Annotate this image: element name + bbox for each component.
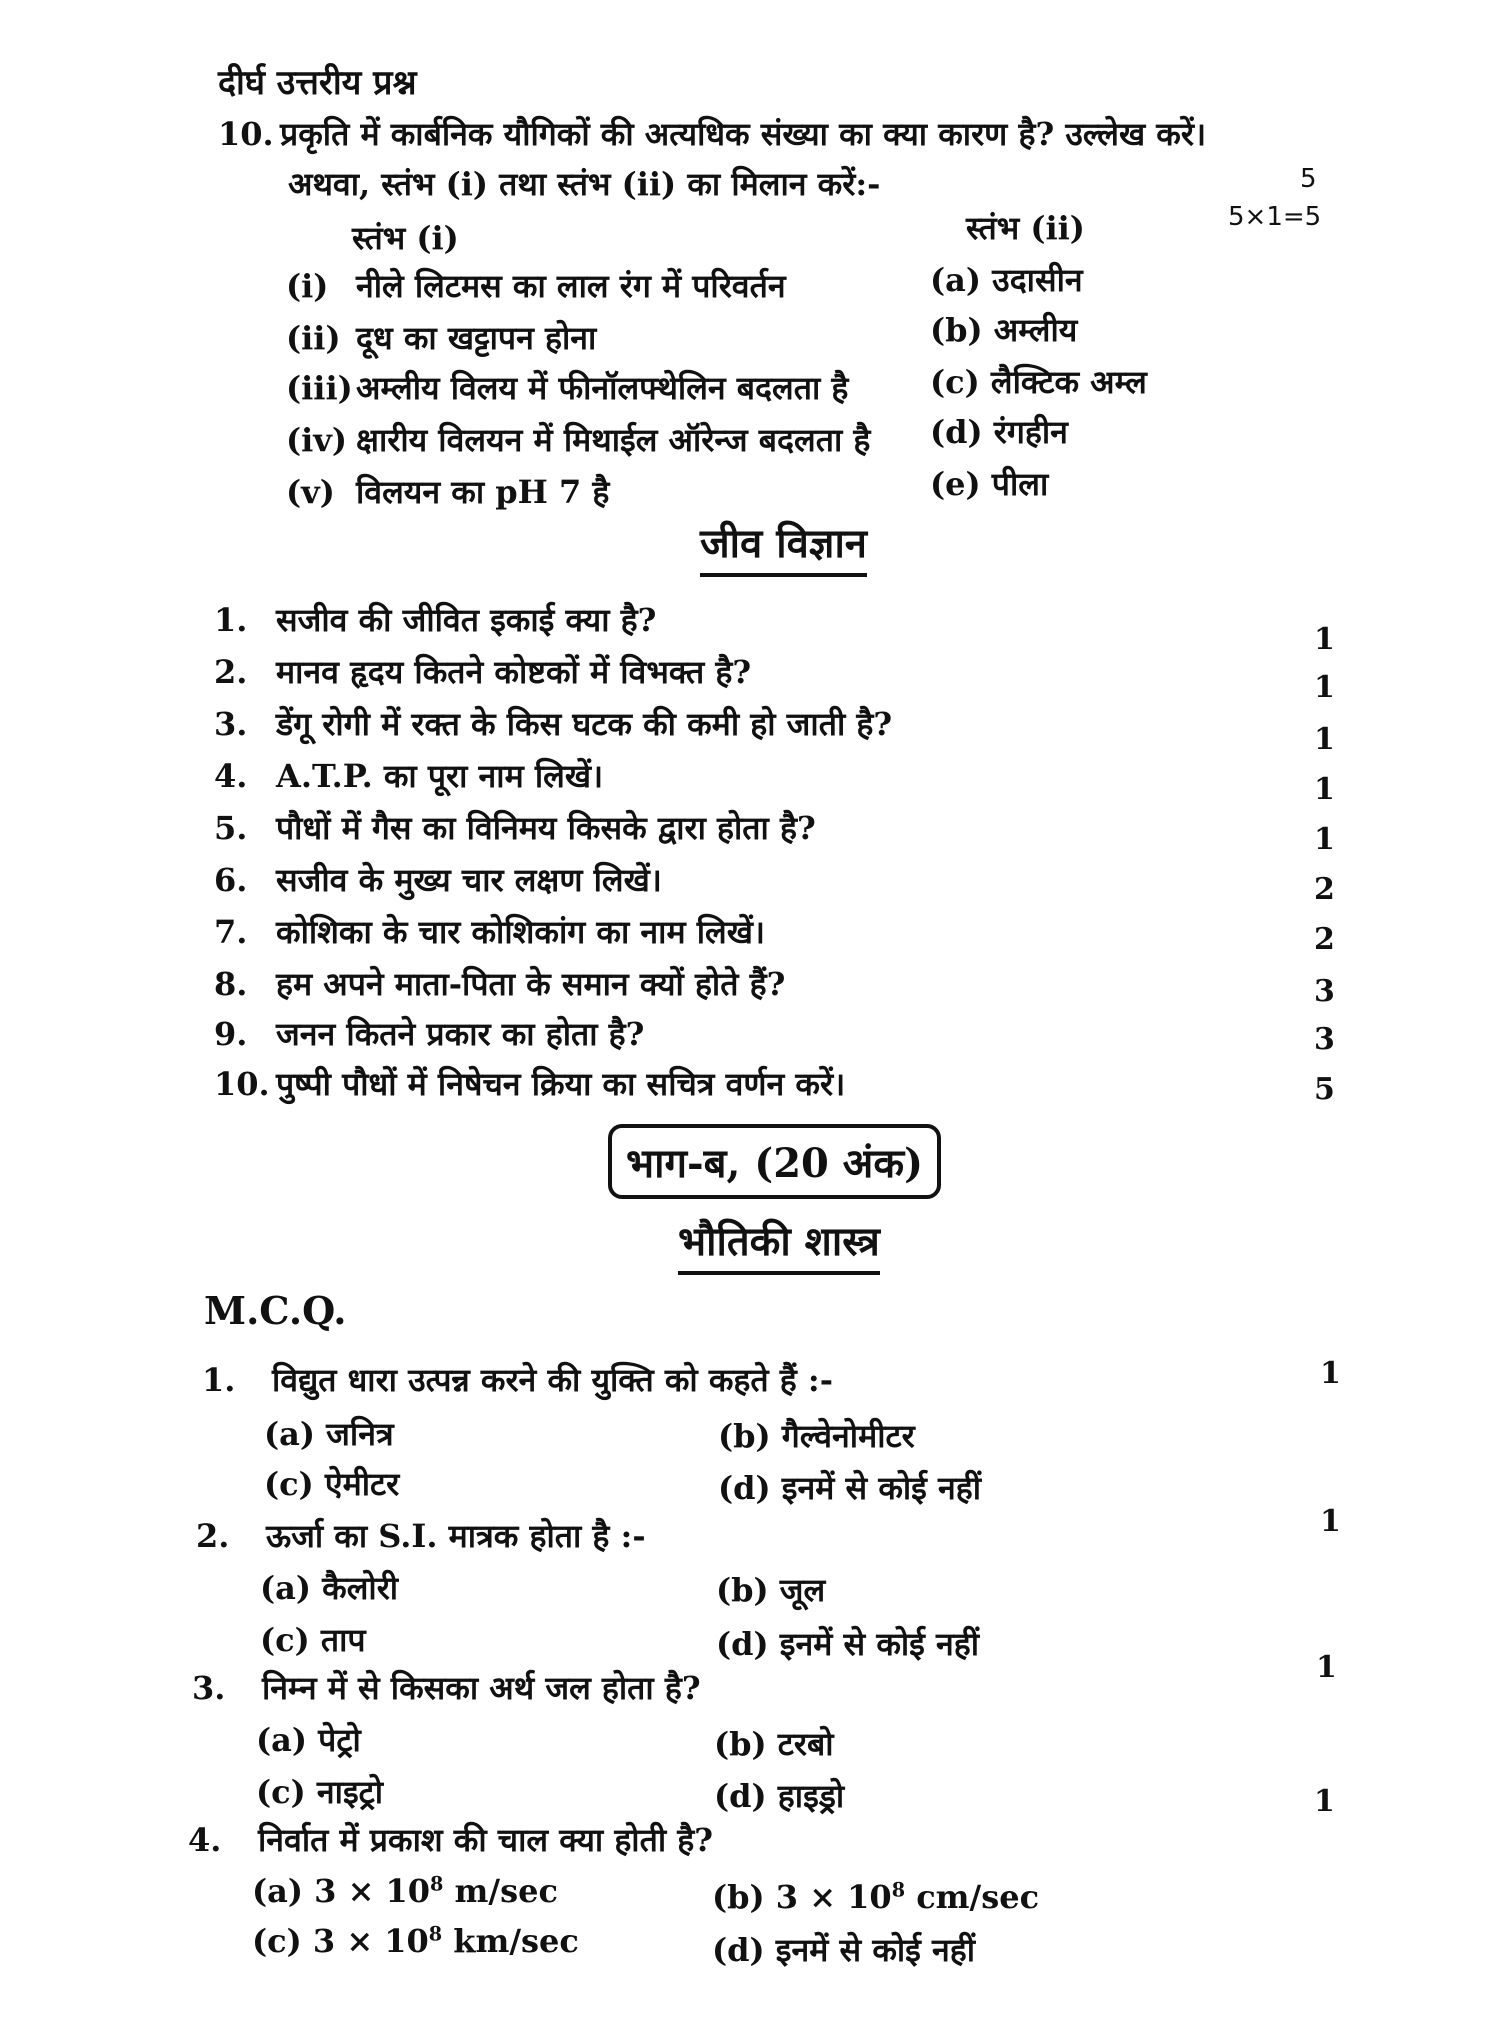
question-number: 3.: [214, 705, 248, 743]
question-mark: 1: [1314, 772, 1335, 807]
option-c: (c) $3 \times 10^8$ km/sec: [252, 1922, 579, 1960]
question-number: 6.: [214, 861, 248, 899]
biology-question: [214, 1012, 644, 1055]
question-10-or: अथवा, स्तंभ (i) तथा स्तंभ (ii) का मिलान करें:-: [288, 165, 881, 203]
mcq-question: [202, 1358, 833, 1401]
question-mark: 1: [1314, 670, 1335, 705]
question-mark: 1: [1320, 1504, 1341, 1539]
question-mark: 3: [1314, 1022, 1335, 1057]
part-b-title: भाग-ब, (20 अंक): [608, 1124, 941, 1199]
question-text: सजीव की जीवित इकाई क्या है?: [276, 601, 657, 639]
biology-question: [214, 1062, 845, 1105]
match-row: [286, 470, 609, 513]
question-mark: 1: [1320, 1356, 1341, 1391]
question-text: जनन कितने प्रकार का होता है?: [276, 1015, 645, 1053]
biology-question: [214, 858, 662, 901]
question-mark: 1: [1314, 722, 1335, 757]
question-text: सजीव के मुख्य चार लक्षण लिखें।: [276, 861, 662, 899]
stray-mark: 1: [1314, 1784, 1335, 1819]
mcq-question: [192, 1666, 701, 1709]
question-number: 9.: [214, 1015, 248, 1053]
question-10: [218, 112, 1206, 155]
option-d: (d) हाइड्रो: [714, 1777, 845, 1815]
question-number: 1.: [214, 601, 248, 639]
question-mark: 1: [1314, 822, 1335, 857]
question-number: 7.: [214, 913, 248, 951]
match-row-left: नीले लिटमस का लाल रंग में परिवर्तन: [356, 267, 786, 305]
match-row-num: (v): [286, 473, 335, 511]
biology-question: [214, 962, 785, 1005]
option-c: (c) नाइट्रो: [256, 1773, 384, 1811]
option-d: (d) इनमें से कोई नहीं: [716, 1625, 980, 1663]
question-text: मानव हृदय कितने कोष्टकों में विभक्त है?: [276, 653, 752, 691]
mcq-question: [196, 1514, 646, 1557]
question-number: 2.: [196, 1517, 230, 1555]
column-ii-header: स्तंभ (ii): [966, 209, 1085, 247]
question-number: 5.: [214, 809, 248, 847]
question-mark: 1: [1314, 622, 1335, 657]
question-text: पुष्पी पौधों में निषेचन क्रिया का सचित्र वर्णन करें।: [276, 1065, 846, 1103]
match-row-right: (e) पीला: [930, 465, 1049, 503]
match-row-num: (i): [286, 267, 329, 305]
match-row-num: (iv): [286, 421, 348, 459]
question-text: डेंगू रोगी में रक्त के किस घटक की कमी हो जाती है?: [276, 705, 893, 743]
question-number: 2.: [214, 653, 248, 691]
question-text: विद्युत धारा उत्पन्न करने की युक्ति को कहते हैं :-: [272, 1361, 834, 1399]
option-a: (a) जनित्र: [264, 1415, 394, 1453]
match-row-right: (c) लैक्टिक अम्ल: [930, 363, 1147, 401]
match-row: [286, 264, 786, 307]
match-row-left: विलयन का pH 7 है: [356, 473, 610, 511]
question-mark: 3: [1314, 974, 1335, 1009]
question-text: प्रकृति में कार्बनिक यौगिकों की अत्यधिक संख्या का क्या कारण है? उल्लेख करें।: [280, 115, 1207, 153]
biology-question: [214, 806, 816, 849]
question-number: 3.: [192, 1669, 226, 1707]
biology-question: [214, 910, 765, 953]
biology-title: जीव विज्ञान: [700, 514, 867, 577]
question-mark: 2: [1314, 872, 1335, 907]
match-row-left: क्षारीय विलयन में मिथाईल ऑरेन्ज बदलता है: [356, 421, 871, 459]
match-row: [286, 316, 596, 359]
biology-question: [214, 702, 892, 745]
option-c: (c) ताप: [260, 1621, 366, 1659]
option-c: (c) ऐमीटर: [264, 1465, 400, 1503]
match-row-left: अम्लीय विलय में फीनॉलफ्थेलिन बदलता है: [356, 369, 849, 407]
match-row-right: (d) रंगहीन: [930, 413, 1068, 451]
option-a: (a) $3 \times 10^8$ m/sec: [252, 1872, 558, 1910]
question-number: 4.: [214, 757, 248, 795]
question-number: 1.: [202, 1361, 236, 1399]
handwritten-mark: 5: [1300, 164, 1317, 194]
mcq-label: M.C.Q.: [204, 1288, 347, 1333]
match-row-num: (ii): [286, 319, 341, 357]
option-d: (d) इनमें से कोई नहीं: [718, 1469, 982, 1507]
question-text: A.T.P. का पूरा नाम लिखें।: [276, 757, 604, 795]
question-text: निर्वात में प्रकाश की चाल क्या होती है?: [258, 1821, 714, 1859]
question-mark: 5: [1314, 1072, 1335, 1107]
match-row-right: (b) अम्लीय: [930, 311, 1078, 349]
biology-question: [214, 650, 751, 693]
question-text: कोशिका के चार कोशिकांग का नाम लिखें।: [276, 913, 766, 951]
mcq-question: [188, 1818, 713, 1861]
question-mark: 1: [1316, 1650, 1337, 1685]
question-text: हम अपने माता-पिता के समान क्यों होते हैं?: [276, 965, 786, 1003]
long-answer-heading: दीर्घ उत्तरीय प्रश्न: [218, 63, 417, 103]
question-text: ऊर्जा का S.I. मात्रक होता है :-: [266, 1517, 646, 1555]
match-row-num: (iii): [286, 369, 353, 407]
match-row-right: (a) उदासीन: [930, 261, 1083, 299]
question-number: 8.: [214, 965, 248, 1003]
match-row-left: दूध का खट्टापन होना: [356, 319, 597, 357]
biology-question: [214, 598, 656, 641]
option-b: (b) जूल: [716, 1571, 826, 1609]
question-text: निम्न में से किसका अर्थ जल होता है?: [262, 1669, 701, 1707]
biology-question: [214, 754, 603, 797]
option-d: (d) इनमें से कोई नहीं: [712, 1931, 976, 1969]
question-mark: 2: [1314, 922, 1335, 957]
option-b: (b) $3 \times 10^8$ cm/sec: [712, 1878, 1040, 1916]
question-number: 4.: [188, 1821, 222, 1859]
match-row: [286, 418, 870, 461]
option-a: (a) पेट्रो: [256, 1721, 361, 1759]
option-b: (b) टरबो: [714, 1725, 834, 1763]
question-text: पौधों में गैस का विनिमय किसके द्वारा होता है?: [276, 809, 816, 847]
question-number: 10.: [218, 115, 274, 153]
handwritten-mark-calc: 5×1=5: [1228, 202, 1322, 232]
match-row: [286, 366, 848, 409]
column-i-header: स्तंभ (i): [352, 219, 459, 257]
option-b: (b) गैल्वेनोमीटर: [718, 1417, 915, 1455]
physics-title: भौतिकी शास्त्र: [678, 1212, 880, 1275]
question-number: 10.: [214, 1065, 270, 1103]
option-a: (a) कैलोरी: [260, 1569, 399, 1607]
